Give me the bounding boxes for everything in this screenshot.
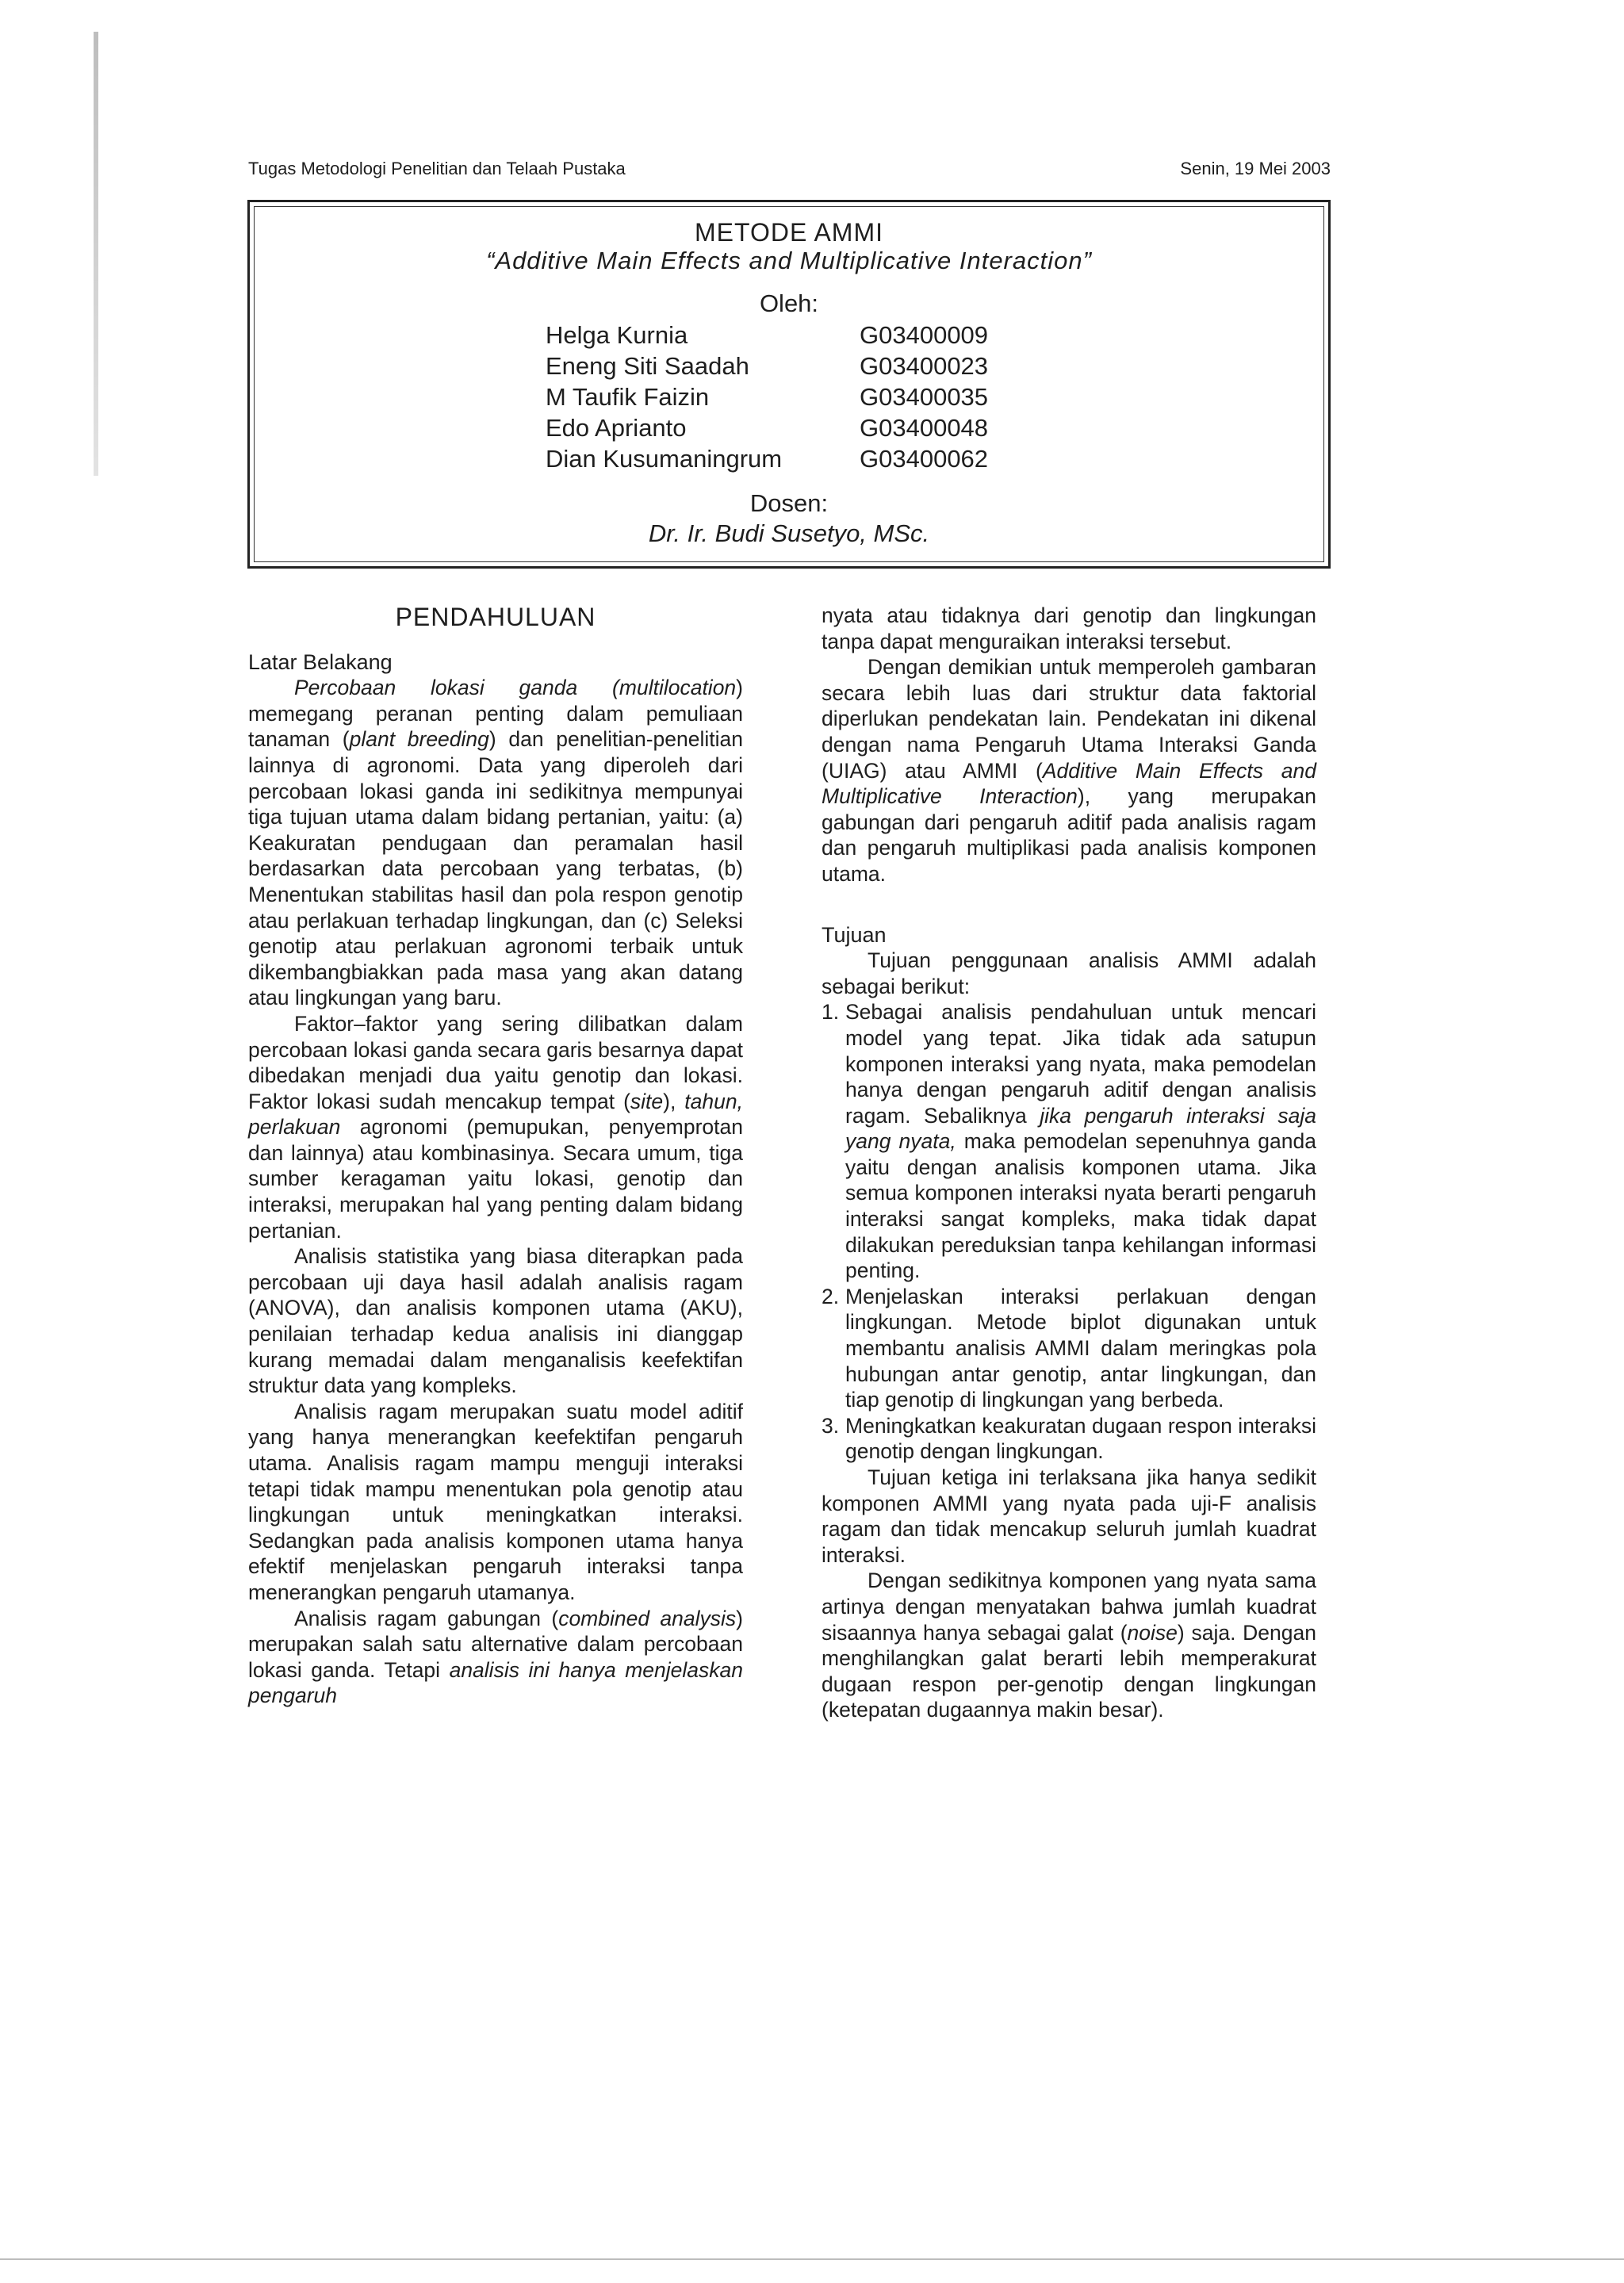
paragraph-text: Faktor–faktor yang sering dilibatkan dalam percobaan lokasi ganda secara garis besarnya dapat dibedakan menjadi dua yaitu genotip dan lokasi. Faktor lokasi sudah mencakup tempat ( bbox=[248, 1011, 743, 1113]
paragraph-text: ) merupakan salah satu alternative dalam percobaan lokasi ganda. Tetapi bbox=[248, 1606, 743, 1682]
subsection-title-tujuan: Tujuan bbox=[822, 922, 887, 947]
paragraph-text: Dengan demikian untuk memperoleh gambaran secara lebih luas dari struktur data faktorial diperlukan pendekatan lain. Pendekatan ini dikenal dengan nama Pengaruh Utama Interaksi Ganda (UIAG) atau AMMI ( bbox=[822, 655, 1316, 783]
paragraph: Analisis statistika yang biasa diterapkan pada percobaan uji daya hasil adalah analisis ragam (ANOVA), dan analisis komponen utama (AKU), penilaian terhadap kedua analisis ini dianggap kurang memadai dalam menganalisis keefektifan struktur data yang kompleks. bbox=[248, 1244, 743, 1398]
paragraph-text: ), yang merupakan gabungan dari pengaruh aditif pada analisis ragam dan pengaruh multiplikasi pada analisis komponen utama. bbox=[822, 784, 1316, 886]
author-id: G03400048 bbox=[860, 414, 989, 442]
list-number: 3. bbox=[822, 1413, 840, 1438]
paragraph: Tujuan penggunaan analisis AMMI adalah sebagai berikut: bbox=[822, 948, 1316, 998]
author-id: G03400009 bbox=[860, 321, 989, 349]
author-row bbox=[546, 350, 1053, 381]
paragraph-text: Dengan sedikitnya komponen yang nyata sama artinya dengan menyatakan bahwa jumlah kuadrat sisaannya hanya sebagai galat ( bbox=[822, 1569, 1316, 1645]
running-header bbox=[248, 159, 1331, 182]
author-row bbox=[546, 412, 1053, 443]
list-text: Meningkatkan keakuratan dugaan respon interaksi genotip dengan lingkungan. bbox=[845, 1413, 1316, 1464]
scan-edge-mark bbox=[94, 32, 98, 476]
lecturer-name: Dr. Ir. Budi Susetyo, MSc. bbox=[648, 519, 930, 547]
list-number: 1. bbox=[822, 1000, 840, 1025]
paragraph: Analisis ragam merupakan suatu model aditif yang hanya menerangkan keefektifan pengaruh utama. Analisis ragam mampu menguji interaksi tetapi tidak mampu menentukan pola genotip atau lingkungan untuk meningkatkan interaksi. Sedangkan pada analisis komponen utama hanya efektif menjelaskan pengaruh interaksi tanpa menerangkan pengaruh utamanya. bbox=[248, 1399, 743, 1604]
paragraph: Tujuan ketiga ini terlaksana jika hanya sedikit komponen AMMI yang nyata pada uji-F analisis ragam dan tidak mencakup seluruh jumlah kuadrat interaksi. bbox=[822, 1465, 1316, 1567]
author-id: G03400062 bbox=[860, 445, 989, 473]
author-row bbox=[546, 381, 1053, 412]
header-date: Senin, 19 Mei 2003 bbox=[1180, 159, 1331, 178]
paragraph: nyata atau tidaknya dari genotip dan lingkungan tanpa dapat menguraikan interaksi tersebut. bbox=[822, 603, 1316, 653]
paragraph-text: ) memegang peranan penting dalam pemuliaan tanaman ( bbox=[248, 676, 743, 752]
paragraph bbox=[248, 1606, 743, 1709]
authors-label: Oleh: bbox=[759, 289, 819, 317]
list-item bbox=[822, 999, 1316, 1284]
italic-term: jika pengaruh interaksi saja yang nyata, bbox=[845, 1103, 1316, 1154]
italic-term: Additive Main Effects and Multiplicative Interaction bbox=[822, 758, 1316, 809]
list-item bbox=[822, 1284, 1316, 1413]
italic-term: combined analysis bbox=[558, 1606, 737, 1630]
right-column bbox=[822, 603, 1316, 1723]
scan-bottom-line bbox=[0, 2258, 1624, 2260]
list-item bbox=[822, 1413, 1316, 1465]
italic-term: tahun, perlakuan bbox=[248, 1089, 743, 1140]
paragraph bbox=[248, 1011, 743, 1243]
author-name: Edo Aprianto bbox=[546, 414, 687, 442]
list-text: Sebagai analisis pendahuluan untuk mencari model yang tepat. Jika tidak ada satupun komponen interaksi yang nyata, maka pemodelan hanya dengan pengaruh aditif dengan analisis ragam. Sebaliknya bbox=[845, 1000, 1316, 1128]
italic-term: site bbox=[630, 1089, 664, 1113]
objective-list bbox=[822, 999, 1316, 1465]
list-text: Menjelaskan interaksi perlakuan dengan lingkungan. Metode biplot digunakan untuk membantu analisis AMMI dalam meringkas pola hubungan antar genotip, antar lingkungan, dan tiap genotip di lingkungan yang berbeda. bbox=[845, 1284, 1316, 1412]
header-course-title: Tugas Metodologi Penelitian dan Telaah Pustaka bbox=[248, 159, 626, 178]
italic-term: analisis ini hanya menjelaskan pengaruh bbox=[248, 1657, 743, 1708]
author-name: M Taufik Faizin bbox=[546, 383, 710, 411]
paragraph-text: agronomi (pemupukan, penyemprotan dan lainnya) atau kombinasinya. Secara umum, tiga sumber keragaman yaitu lokasi, genotip dan interaksi, merupakan hal yang penting dalam bidang pertanian. bbox=[248, 1115, 743, 1243]
author-name: Eneng Siti Saadah bbox=[546, 352, 749, 380]
paragraph bbox=[822, 654, 1316, 887]
section-title: PENDAHULUAN bbox=[395, 603, 596, 631]
italic-text: Percobaan lokasi ganda ( bbox=[294, 676, 619, 700]
author-row bbox=[546, 443, 1053, 474]
italic-term: noise bbox=[1127, 1620, 1178, 1645]
author-name: Helga Kurnia bbox=[546, 321, 688, 349]
paragraph-text: ) dan penelitian-penelitian lainnya di agronomi. Data yang diperoleh dari percobaan lokasi ganda ini sedikitnya mempunyai tiga tujuan utama dalam bidang pertanian, yaitu: (a) Keakuratan pendugaan dan peramalan hasil berdasarkan data percobaan yang terbatas, (b) Menentukan stabilitas hasil dan pola respon genotip atau perlakuan terhadap lingkungan, dan (c) Seleksi genotip atau perlakuan agronomi terbaik untuk dikembangbiakkan pada masa yang akan datang atau lingkungan yang baru. bbox=[248, 727, 744, 1010]
title-box bbox=[247, 200, 1331, 569]
lecturer-label: Dosen: bbox=[749, 489, 829, 517]
author-id: G03400023 bbox=[860, 352, 989, 380]
paragraph bbox=[248, 675, 743, 1011]
title-box-inner bbox=[254, 206, 1324, 562]
italic-term: multilocation bbox=[619, 676, 737, 700]
author-row bbox=[546, 320, 1053, 350]
italic-term: plant breeding bbox=[349, 727, 489, 752]
author-id: G03400035 bbox=[860, 383, 989, 411]
subsection-title-latar-belakang: Latar Belakang bbox=[248, 649, 393, 674]
list-text: maka pemodelan sepenuhnya ganda yaitu dengan analisis komponen utama. Jika semua komponen interaksi nyata berarti pengaruh interaksi sangat kompleks, maka tidak dapat dilakukan pereduksian tanpa kehilangan informasi penting. bbox=[845, 1129, 1316, 1283]
list-number: 2. bbox=[822, 1284, 840, 1308]
paragraph-text: ) saja. Dengan menghilangkan galat berarti lebih memperakurat dugaan respon per-genotip dengan lingkungan (ketepatan dugaannya makin besar). bbox=[822, 1620, 1316, 1722]
left-column bbox=[248, 603, 743, 1709]
author-name: Dian Kusumaningrum bbox=[546, 445, 783, 473]
document-title: METODE AMMI bbox=[695, 218, 883, 247]
paragraph-text: Analisis ragam gabungan ( bbox=[294, 1606, 559, 1630]
document-subtitle: “Additive Main Effects and Multiplicative Interaction” bbox=[486, 247, 1092, 274]
paragraph bbox=[822, 1568, 1316, 1723]
paragraph-text: ), bbox=[663, 1089, 685, 1113]
author-list bbox=[546, 320, 1053, 474]
